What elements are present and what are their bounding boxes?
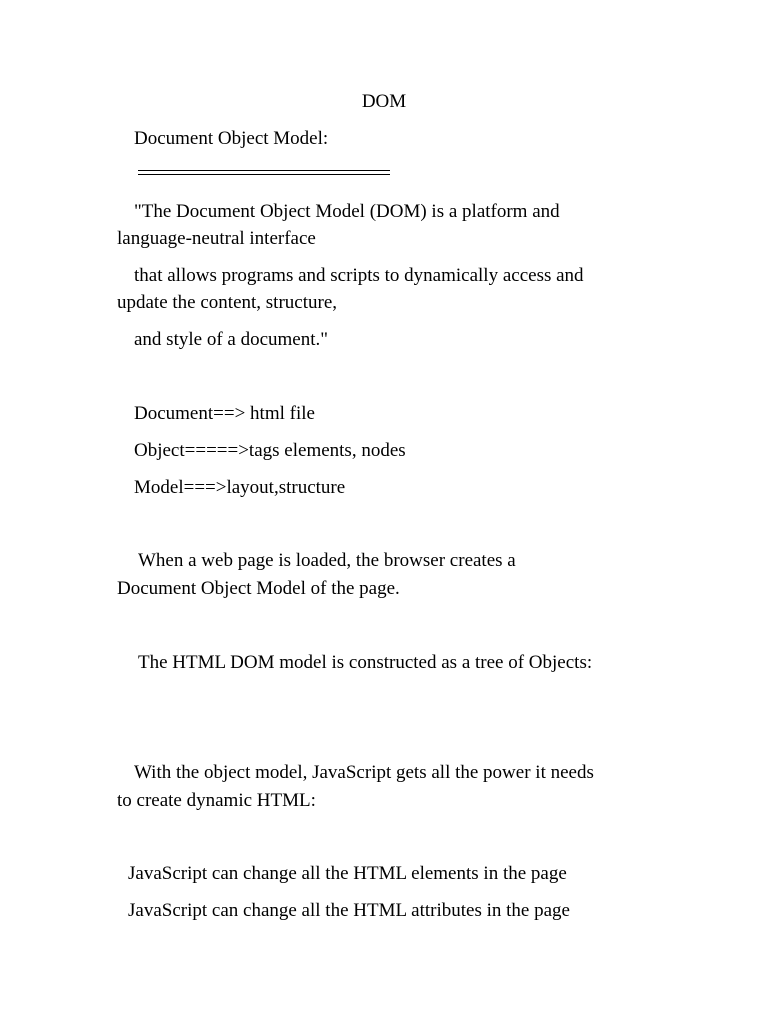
- definition-model: Model===>layout,structure: [134, 477, 346, 498]
- js-capability-line: JavaScript can change all the HTML attributes in the page: [128, 900, 570, 921]
- quote-line: that allows programs and scripts to dynamically access and: [134, 265, 584, 286]
- paragraph-line: Document Object Model of the page.: [117, 578, 400, 599]
- quote-line: language-neutral interface: [117, 228, 316, 249]
- paragraph-line: With the object model, JavaScript gets all the power it needs: [134, 762, 594, 783]
- definition-document: Document==> html file: [134, 403, 315, 424]
- page-title: DOM: [361, 91, 407, 112]
- paragraph-line: When a web page is loaded, the browser creates a: [138, 550, 516, 571]
- section-heading: Document Object Model:: [134, 128, 329, 149]
- paragraph-line: The HTML DOM model is constructed as a tree of Objects:: [138, 652, 593, 673]
- heading-underline: [138, 170, 390, 175]
- paragraph-line: to create dynamic HTML:: [117, 790, 316, 811]
- definition-object: Object=====>tags elements, nodes: [134, 440, 406, 461]
- quote-line: "The Document Object Model (DOM) is a platform and: [134, 201, 560, 222]
- quote-line: update the content, structure,: [117, 292, 338, 313]
- quote-line: and style of a document.": [134, 329, 329, 350]
- js-capability-line: JavaScript can change all the HTML elements in the page: [128, 863, 567, 884]
